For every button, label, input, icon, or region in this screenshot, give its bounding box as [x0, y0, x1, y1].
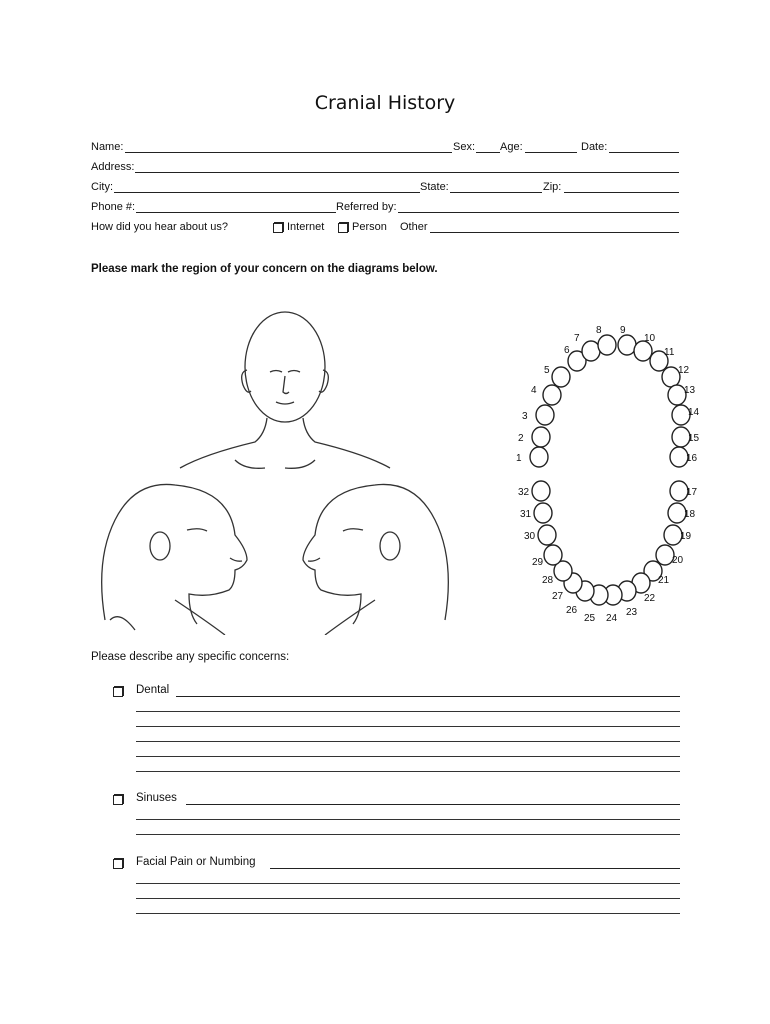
referred-field[interactable]: [398, 212, 679, 213]
tooth-1[interactable]: [530, 447, 548, 467]
page-title: Cranial History: [314, 92, 456, 114]
sinuses-label: Sinuses: [136, 792, 177, 804]
facial-label: Facial Pain or Numbing: [136, 856, 256, 868]
tooth-2[interactable]: [532, 427, 550, 447]
tooth-number-26: 26: [566, 605, 578, 616]
dental-line[interactable]: [136, 771, 680, 772]
teeth-diagram[interactable]: [505, 315, 720, 635]
tooth-10[interactable]: [634, 341, 652, 361]
city-field[interactable]: [114, 192, 420, 193]
dental-line[interactable]: [136, 726, 680, 727]
facial-checkbox[interactable]: [113, 859, 123, 869]
address-field[interactable]: [135, 172, 679, 173]
tooth-number-31: 31: [520, 509, 532, 520]
state-label: State:: [420, 181, 449, 193]
phone-field[interactable]: [136, 212, 336, 213]
tooth-number-13: 13: [684, 385, 696, 396]
dental-line[interactable]: [136, 741, 680, 742]
person-label: Person: [352, 221, 387, 233]
facial-line[interactable]: [136, 883, 680, 884]
tooth-number-1: 1: [516, 453, 522, 464]
other-field[interactable]: [430, 232, 679, 233]
tooth-number-9: 9: [620, 325, 626, 336]
tooth-number-14: 14: [688, 407, 700, 418]
tooth-number-27: 27: [552, 591, 564, 602]
internet-label: Internet: [287, 221, 325, 233]
tooth-number-20: 20: [672, 555, 684, 566]
address-label: Address:: [91, 161, 135, 173]
sex-field[interactable]: [476, 152, 500, 153]
tooth-number-15: 15: [688, 433, 700, 444]
name-label: Name:: [91, 141, 124, 153]
tooth-number-2: 2: [518, 433, 524, 444]
referred-label: Referred by:: [336, 201, 397, 213]
tooth-number-32: 32: [518, 487, 530, 498]
tooth-8[interactable]: [598, 335, 616, 355]
tooth-30[interactable]: [538, 525, 556, 545]
tooth-5[interactable]: [552, 367, 570, 387]
tooth-number-11: 11: [664, 347, 675, 358]
tooth-number-21: 21: [658, 575, 670, 586]
dental-checkbox[interactable]: [113, 687, 123, 697]
head-diagram[interactable]: [75, 300, 475, 635]
tooth-3[interactable]: [536, 405, 554, 425]
sinuses-line[interactable]: [136, 834, 680, 835]
tooth-number-28: 28: [542, 575, 554, 586]
dental-label: Dental: [136, 684, 170, 696]
sinuses-line[interactable]: [136, 819, 680, 820]
instruction-text: Please mark the region of your concern on the diagrams below.: [91, 263, 438, 275]
tooth-number-19: 19: [680, 531, 692, 542]
tooth-number-10: 10: [644, 333, 656, 344]
tooth-number-4: 4: [531, 385, 537, 396]
internet-checkbox[interactable]: [273, 223, 283, 233]
tooth-number-16: 16: [686, 453, 698, 464]
tooth-number-24: 24: [606, 613, 618, 624]
tooth-9[interactable]: [618, 335, 636, 355]
dental-field[interactable]: [176, 696, 680, 697]
sinuses-field[interactable]: [186, 804, 680, 805]
facial-field[interactable]: [270, 868, 680, 869]
hear-label: How did you hear about us?: [91, 221, 228, 233]
facial-line[interactable]: [136, 913, 680, 914]
city-label: City:: [91, 181, 113, 193]
tooth-number-5: 5: [544, 365, 550, 376]
tooth-number-22: 22: [644, 593, 656, 604]
name-field[interactable]: [125, 152, 452, 153]
tooth-number-6: 6: [564, 345, 570, 356]
age-field[interactable]: [525, 152, 577, 153]
state-field[interactable]: [450, 192, 542, 193]
concerns-label: Please describe any specific concerns:: [91, 651, 290, 663]
tooth-7[interactable]: [582, 341, 600, 361]
phone-label: Phone #:: [91, 201, 136, 213]
tooth-4[interactable]: [543, 385, 561, 405]
person-checkbox[interactable]: [338, 223, 348, 233]
tooth-number-7: 7: [574, 333, 580, 344]
sinuses-checkbox[interactable]: [113, 795, 123, 805]
dental-line[interactable]: [136, 711, 680, 712]
tooth-number-17: 17: [686, 487, 698, 498]
tooth-number-23: 23: [626, 607, 638, 618]
zip-label: Zip:: [543, 181, 562, 193]
dental-line[interactable]: [136, 756, 680, 757]
date-field[interactable]: [609, 152, 679, 153]
tooth-number-8: 8: [596, 325, 602, 336]
tooth-number-3: 3: [522, 411, 528, 422]
tooth-29[interactable]: [544, 545, 562, 565]
date-label: Date:: [581, 141, 608, 153]
tooth-number-12: 12: [678, 365, 690, 376]
sex-label: Sex:: [453, 141, 476, 153]
age-label: Age:: [500, 141, 523, 153]
other-label: Other: [400, 221, 428, 233]
tooth-number-18: 18: [684, 509, 696, 520]
facial-line[interactable]: [136, 898, 680, 899]
tooth-number-30: 30: [524, 531, 536, 542]
tooth-32[interactable]: [532, 481, 550, 501]
zip-field[interactable]: [564, 192, 679, 193]
tooth-31[interactable]: [534, 503, 552, 523]
tooth-number-25: 25: [584, 613, 596, 624]
tooth-number-29: 29: [532, 557, 544, 568]
